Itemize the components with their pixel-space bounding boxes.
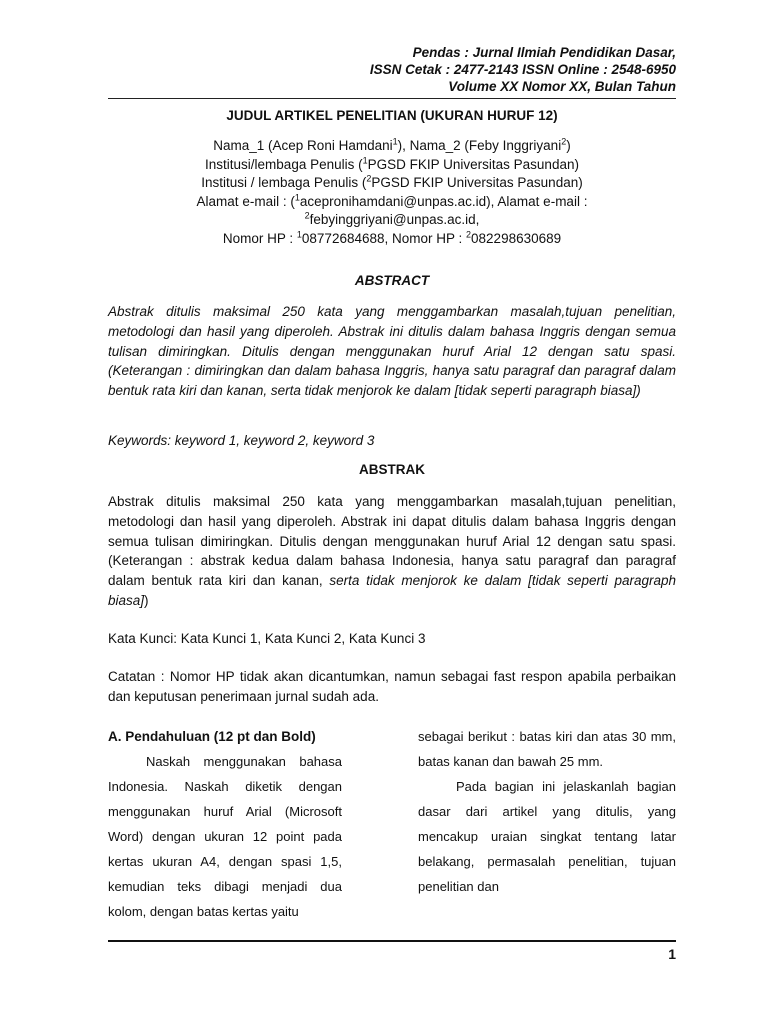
journal-volume: Volume XX Nomor XX, Bulan Tahun <box>448 79 676 94</box>
footer-divider <box>108 940 676 942</box>
section-heading-pendahuluan: A. Pendahuluan (12 pt dan Bold) <box>108 729 316 744</box>
author-institution-1: Institusi/lembaga Penulis ($^1$PGSD FKIP Universitas Pasundan) <box>205 155 579 172</box>
article-title: JUDUL ARTIKEL PENELITIAN (UKURAN HURUF 12) <box>226 108 558 123</box>
abstrak-body: Abstrak ditulis maksimal 250 kata yang menggambarkan masalah,tujuan penelitian, metodologi dan hasil yang diperoleh. Abstrak ini dapat ditulis dalam bahasa Inggris dengan semua tulisan dimiringkan. Ditulis dengan menggunakan huruf Arial 12 dengan satu spasi. (Keterangan : abstrak kedua dalam bahasa Indonesia, hanya satu paragraf dan paragraf dalam bentuk rata kiri dan kanan, serta tidak menjorok ke dalam [tidak seperti paragraph biasa]) <box>108 494 677 608</box>
column-left <box>108 724 342 924</box>
keywords-line: Keywords: keyword 1, keyword 2, keyword 3 <box>108 433 375 448</box>
abstract-body: Abstrak ditulis maksimal 250 kata yang menggambarkan masalah,tujuan penelitian, metodologi dan hasil yang diperoleh. Abstrak ini ditulis dalam bahasa Inggris dengan semua tulisan dimiringkan. Ditulis dengan menggunakan huruf Arial 12 dengan satu spasi. (Keterangan : dimiringkan dan dalam bahasa Inggris, hanya satu paragraf dan paragraf dalam bentuk rata kiri dan kanan, serta tidak menjorok ke dalam [tidak seperti paragraph biasa]) <box>108 304 676 399</box>
intro-right-paragraph-2: Pada bagian ini jelaskanlah bagian dasar dari artikel yang ditulis, yang mencakup uraian singkat tentang latar belakang, permasalah penelitian, tujuan penelitian dan <box>418 779 676 894</box>
abstract-heading: ABSTRACT <box>354 273 430 288</box>
intro-left-paragraph: Naskah menggunakan bahasa Indonesia. Naskah diketik dengan menggunakan huruf Arial (Microsoft Word) dengan ukuran 12 point pada kertas ukuran A4, dengan spasi 1,5, kemudian teks dibagi menjadi dua kolom, dengan batas kertas yaitu <box>108 754 342 919</box>
header-divider <box>108 98 676 99</box>
journal-issn: ISSN Cetak : 2477-2143 ISSN Online : 2548-6950 <box>369 62 676 77</box>
journal-name: Pendas : Jurnal Ilmiah Pendidikan Dasar, <box>412 45 676 60</box>
journal-header <box>116 44 676 95</box>
author-email: Alamat e-mail : ($^1$acepronihamdani@unpas.ac.id), Alamat e-mail : <box>196 192 588 209</box>
kata-kunci-line: Kata Kunci: Kata Kunci 1, Kata Kunci 2, Kata Kunci 3 <box>108 631 426 646</box>
author-institution-2: Institusi / lembaga Penulis ($^2$PGSD FKIP Universitas Pasundan) <box>201 173 583 191</box>
page-number: 1 <box>668 946 676 962</box>
author-block <box>108 137 676 249</box>
author-names: Nama_1 (Acep Roni Hamdani$^1$), Nama_2 (Feby Inggriyani$^2$) <box>213 136 571 153</box>
column-right <box>418 724 676 899</box>
note-paragraph: Catatan : Nomor HP tidak akan dicantumkan, namun sebagai fast respon apabila perbaikan dan keputusan penerimaan jurnal sudah ada. <box>108 669 676 704</box>
author-phone: Nomor HP : $^1$08772684688, Nomor HP : $^2$082298630689 <box>222 229 562 246</box>
author-email-2: $^2$febyinggriyani@unpas.ac.id, <box>304 210 480 228</box>
abstrak-heading: ABSTRAK <box>359 462 425 477</box>
intro-right-paragraph-1: sebagai berikut : batas kiri dan atas 30 mm, batas kanan dan bawah 25 mm. <box>418 729 676 769</box>
